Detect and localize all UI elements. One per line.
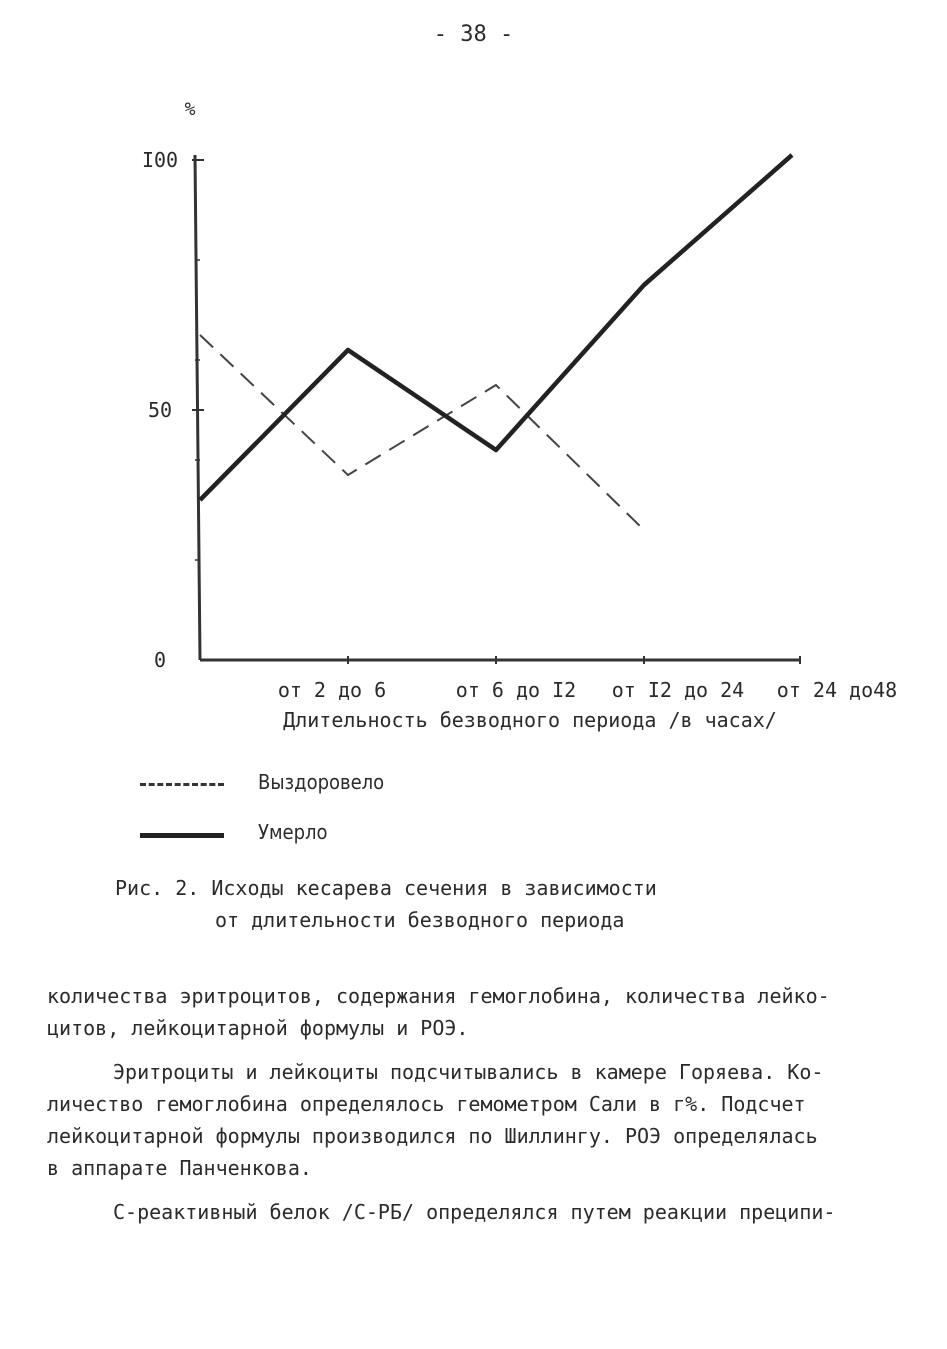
page-number: - 38 -	[433, 22, 514, 47]
x-category-label: от 2 до 6	[277, 678, 387, 702]
legend-item-recovered	[140, 770, 540, 800]
body-text	[47, 980, 897, 1228]
y-tick-label: 0	[153, 648, 167, 672]
paragraph-2-line-4: в аппарате Панченкова.	[47, 1156, 312, 1180]
y-unit-label: %	[184, 99, 196, 120]
figure-caption	[115, 872, 657, 936]
legend-label-recovered: Выздоровело	[258, 770, 385, 794]
chart-labels	[142, 99, 897, 732]
legend-solid-swatch	[140, 833, 224, 838]
paragraph-3	[47, 1196, 897, 1228]
paragraph-1-line-2: цитов, лейкоцитарной формулы и РОЭ.	[47, 1016, 469, 1040]
x-category-label: от 24 до48	[776, 678, 898, 702]
line-chart	[0, 80, 947, 750]
paragraph-1	[47, 980, 897, 1044]
chart-series	[200, 155, 792, 530]
chart-axes	[195, 155, 800, 660]
x-axis-title: Длительность безводного периода /в часах/	[283, 708, 777, 732]
paragraph-2	[47, 1056, 897, 1184]
chart-ticks	[192, 160, 800, 664]
legend-label-died: Умерло	[258, 820, 328, 844]
paragraph-2-line-1: Эритроциты и лейкоциты подсчитывались в камере Горяева. Ко-	[113, 1060, 824, 1084]
caption-line-1: Рис. 2. Исходы кесарева сечения в зависимости	[115, 876, 657, 900]
y-tick-label: 50	[147, 398, 173, 422]
x-category-label: от 6 до I2	[455, 678, 577, 702]
legend-item-died	[140, 820, 540, 850]
paragraph-2-line-2: личество гемоглобина определялось гемометром Сали в г%. Подсчет	[47, 1092, 806, 1116]
y-axis-line	[195, 155, 200, 660]
paragraph-2-line-3: лейкоцитарной формулы производился по Шиллингу. РОЭ определялась	[47, 1124, 818, 1148]
x-category-label: от I2 до 24	[611, 678, 745, 702]
legend-dashed-swatch	[140, 783, 224, 786]
series-line-died	[200, 155, 792, 500]
paragraph-1-line-1: количества эритроцитов, содержания гемоглобина, количества лейко-	[47, 984, 830, 1008]
paragraph-3-line-1: С-реактивный белок /С-РБ/ определялся путем реакции преципи-	[113, 1200, 836, 1224]
caption-line-2: от длительности безводного периода	[215, 908, 625, 932]
y-tick-label: I00	[141, 148, 179, 172]
